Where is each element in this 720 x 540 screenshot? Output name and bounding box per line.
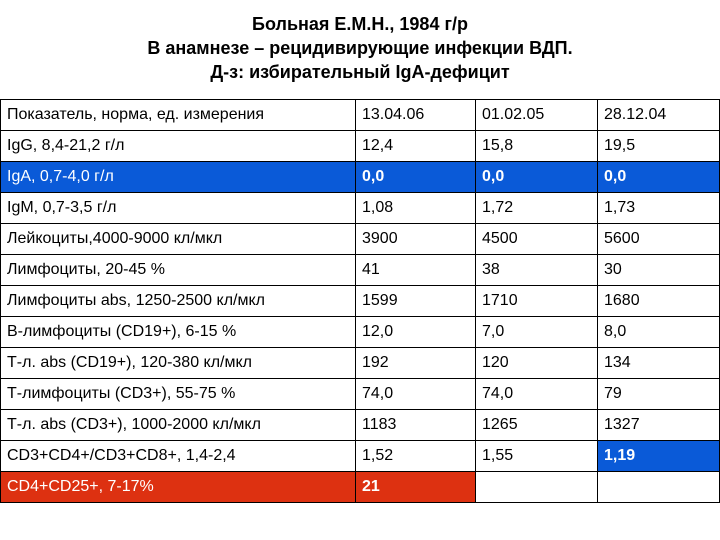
table-row	[1, 286, 720, 317]
row-value: 3900	[356, 224, 476, 255]
patient-line: Больная Е.М.Н., 1984 г/р	[252, 14, 468, 34]
row-label: IgM, 0,7-3,5 г/л	[1, 193, 356, 224]
table-row	[1, 379, 720, 410]
row-value: 120	[476, 348, 598, 379]
row-value: 30	[598, 255, 720, 286]
row-label: CD3+CD4+/CD3+CD8+, 1,4-2,4	[1, 441, 356, 472]
row-value: 1,52	[356, 441, 476, 472]
row-value-highlighted: 21	[356, 472, 476, 503]
table-row	[1, 224, 720, 255]
row-value: 0,0	[598, 162, 720, 193]
row-value: 15,8	[476, 131, 598, 162]
row-value-empty	[476, 472, 598, 503]
row-value: 1,72	[476, 193, 598, 224]
row-label-highlighted: CD4+CD25+, 7-17%	[1, 472, 356, 503]
row-value-highlighted: 1,19	[598, 441, 720, 472]
table-row	[1, 441, 720, 472]
row-value: 1,55	[476, 441, 598, 472]
row-value: 0,0	[476, 162, 598, 193]
row-value: 12,0	[356, 317, 476, 348]
row-value: 74,0	[356, 379, 476, 410]
row-value: 1327	[598, 410, 720, 441]
table-row	[1, 317, 720, 348]
row-value: 79	[598, 379, 720, 410]
table-row-highlighted	[1, 162, 720, 193]
table-row	[1, 255, 720, 286]
slide-title	[0, 12, 720, 84]
row-value: 1710	[476, 286, 598, 317]
row-value: 8,0	[598, 317, 720, 348]
row-label: Лимфоциты abs, 1250-2500 кл/мкл	[1, 286, 356, 317]
row-value: 12,4	[356, 131, 476, 162]
lab-results-table	[0, 99, 720, 503]
row-value: 38	[476, 255, 598, 286]
table-row	[1, 410, 720, 441]
row-value: 4500	[476, 224, 598, 255]
row-value: 134	[598, 348, 720, 379]
table-row	[1, 348, 720, 379]
row-value: 5600	[598, 224, 720, 255]
table-header-row	[1, 100, 720, 131]
row-value-empty	[598, 472, 720, 503]
row-label: В-лимфоциты (CD19+), 6-15 %	[1, 317, 356, 348]
row-label: Т-л. abs (CD3+), 1000-2000 кл/мкл	[1, 410, 356, 441]
row-value: 192	[356, 348, 476, 379]
table-row	[1, 472, 720, 503]
table-row	[1, 193, 720, 224]
row-value: 41	[356, 255, 476, 286]
row-value: 1,73	[598, 193, 720, 224]
anamnesis-line: В анамнезе – рецидивирующие инфекции ВДП.	[147, 38, 573, 58]
header-date-2: 01.02.05	[476, 100, 598, 131]
row-label: Лейкоциты,4000-9000 кл/мкл	[1, 224, 356, 255]
header-date-1: 13.04.06	[356, 100, 476, 131]
row-value: 0,0	[356, 162, 476, 193]
row-label: Лимфоциты, 20-45 %	[1, 255, 356, 286]
row-label: Т-л. abs (CD19+), 120-380 кл/мкл	[1, 348, 356, 379]
row-value: 1265	[476, 410, 598, 441]
row-value: 1,08	[356, 193, 476, 224]
row-label: IgA, 0,7-4,0 г/л	[1, 162, 356, 193]
row-label: IgG, 8,4-21,2 г/л	[1, 131, 356, 162]
diagnosis-line: Д-з: избирательный IgA-дефицит	[210, 62, 510, 82]
table-row	[1, 131, 720, 162]
row-value: 19,5	[598, 131, 720, 162]
row-value: 7,0	[476, 317, 598, 348]
row-label: Т-лимфоциты (CD3+), 55-75 %	[1, 379, 356, 410]
row-value: 1680	[598, 286, 720, 317]
row-value: 1183	[356, 410, 476, 441]
row-value: 1599	[356, 286, 476, 317]
row-value: 74,0	[476, 379, 598, 410]
header-date-3: 28.12.04	[598, 100, 720, 131]
header-indicator: Показатель, норма, ед. измерения	[1, 100, 356, 131]
